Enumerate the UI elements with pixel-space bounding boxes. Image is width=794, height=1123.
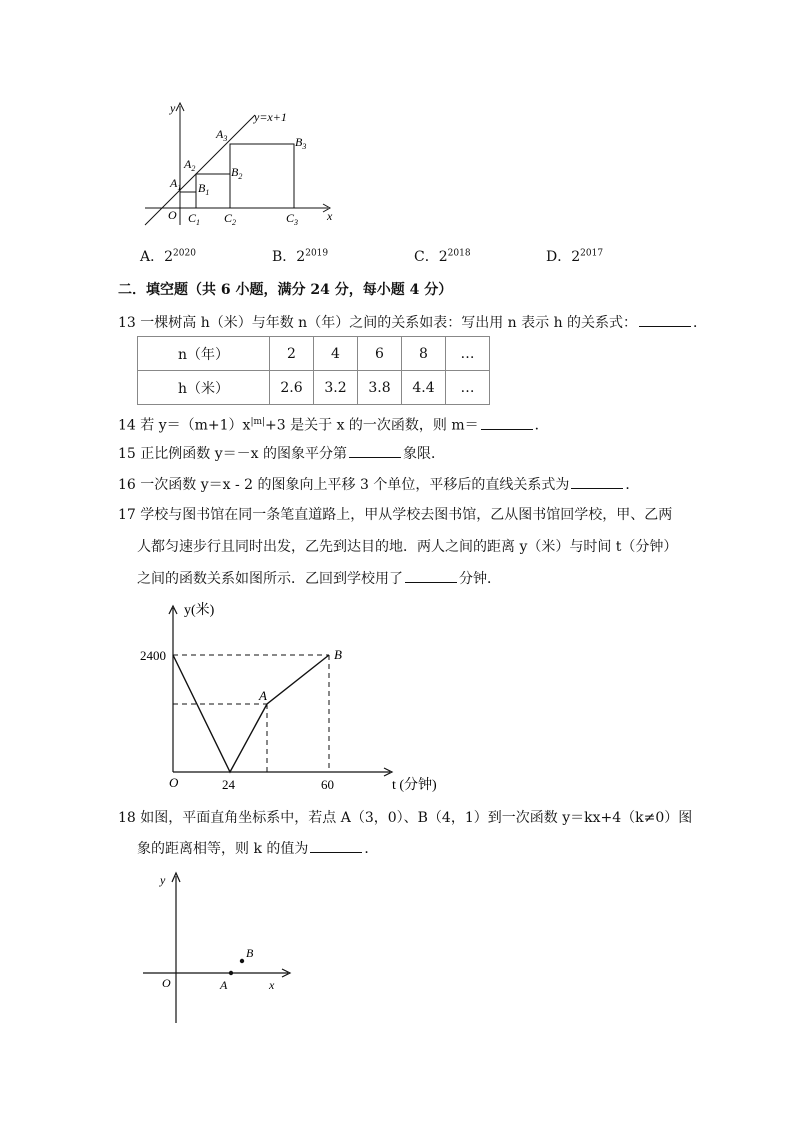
point-b-label: B	[334, 647, 342, 662]
question-13: 13 一棵树高 h（米）与年数 n（年）之间的关系如表：写出用 n 表示 h 的关系式： ．	[118, 312, 707, 333]
answer-blank-17[interactable]	[405, 568, 457, 583]
question-17-line-1: 17 学校与图书馆在同一条笔直道路上，甲从学校去图书馆，乙从图书馆回学校，甲、乙两	[118, 507, 673, 523]
question-17-line-3: 之间的函数关系如图所示．乙回到学校用了 分钟．	[137, 568, 501, 589]
question-14: 14 若 $y=(m+1)x^{|m|}+3$ 是关于 x 的一次函数，则 m＝ ．	[118, 412, 549, 436]
option-a: A．$2^{2020}$	[140, 248, 196, 265]
figure-distance-time-graph	[140, 598, 460, 798]
table-cell: 8	[402, 337, 446, 371]
table-row	[138, 337, 490, 371]
x-axis-label: x	[269, 978, 275, 992]
y-axis-label: y(米)	[184, 603, 215, 618]
label-b3: $B_3$	[295, 135, 307, 151]
answer-blank-16[interactable]	[571, 474, 623, 489]
label-a1: $A_1$	[170, 176, 182, 192]
point-a-label: A	[220, 978, 228, 992]
point-a	[229, 971, 233, 975]
distance-polyline	[173, 655, 329, 772]
point-a-label: A	[259, 688, 267, 703]
line-label: y=x+1	[254, 110, 287, 124]
option-c: C．$2^{2018}$	[414, 248, 471, 265]
label-b2: $B_2$	[231, 165, 243, 181]
point-b-label: B	[246, 946, 254, 960]
answer-blank-15[interactable]	[349, 443, 401, 458]
table-cell: 2.6	[270, 371, 314, 405]
table-cell: …	[446, 337, 490, 371]
point-b	[240, 959, 244, 963]
question-18-line-2: 象的距离相等，则 k 的值为 ．	[137, 838, 378, 859]
x-tick-24: 24	[222, 777, 235, 792]
table-cell: 3.8	[358, 371, 402, 405]
answer-blank-14[interactable]	[481, 415, 533, 430]
value-table	[137, 336, 490, 405]
y-axis-label: y	[160, 873, 166, 887]
table-row	[138, 371, 490, 405]
table-cell: n（年）	[138, 337, 270, 371]
x-tick-60: 60	[321, 777, 334, 792]
table-cell: 3.2	[314, 371, 358, 405]
table-cell: 6	[358, 337, 402, 371]
option-b: B．$2^{2019}$	[272, 248, 329, 265]
y-tick-2400: 2400	[140, 648, 166, 663]
label-a3: $A_3$	[216, 127, 228, 143]
figure-coordinate-plane	[140, 868, 300, 1028]
label-b1: $B_1$	[198, 181, 210, 197]
y-axis-label: y	[170, 101, 176, 115]
table-cell: …	[446, 371, 490, 405]
origin-label: O	[168, 208, 177, 222]
label-c1: $C_1$	[188, 211, 201, 227]
table-cell: 2	[270, 337, 314, 371]
t-axis-label: t (分钟)	[392, 778, 437, 793]
option-d: D．$2^{2017}$	[546, 248, 604, 265]
label-a2: $A_2$	[184, 157, 196, 173]
table-cell: 4.4	[402, 371, 446, 405]
figure-staircase-squares	[140, 100, 340, 230]
label-c3: $C_3$	[286, 211, 299, 227]
question-16: 16 一次函数 y＝x - 2 的图象向上平移 3 个单位，平移后的直线关系式为 ．	[118, 474, 639, 495]
answer-blank-18[interactable]	[310, 838, 362, 853]
table-cell: h（米）	[138, 371, 270, 405]
question-17-line-2: 人都匀速步行且同时出发，乙先到达目的地．两人之间的距离 y（米）与时间 t（分钟）	[137, 539, 678, 555]
table-cell: 4	[314, 337, 358, 371]
square-1	[180, 192, 196, 208]
x-axis-label: x	[327, 209, 333, 223]
section-title: 二．填空题（共 6 小题，满分 24 分，每小题 4 分）	[118, 282, 453, 298]
label-c2: $C_2$	[224, 211, 237, 227]
answer-blank-13[interactable]	[639, 312, 691, 327]
origin-label: O	[162, 976, 171, 990]
question-15: 15 正比例函数 y＝－x 的图象平分第 象限．	[118, 443, 445, 464]
origin-label: O	[169, 775, 179, 790]
question-18-line-1: 18 如图，平面直角坐标系中，若点 A（3，0）、B（4，1）到一次函数 y＝kx+4（k≠0）图	[118, 810, 693, 826]
